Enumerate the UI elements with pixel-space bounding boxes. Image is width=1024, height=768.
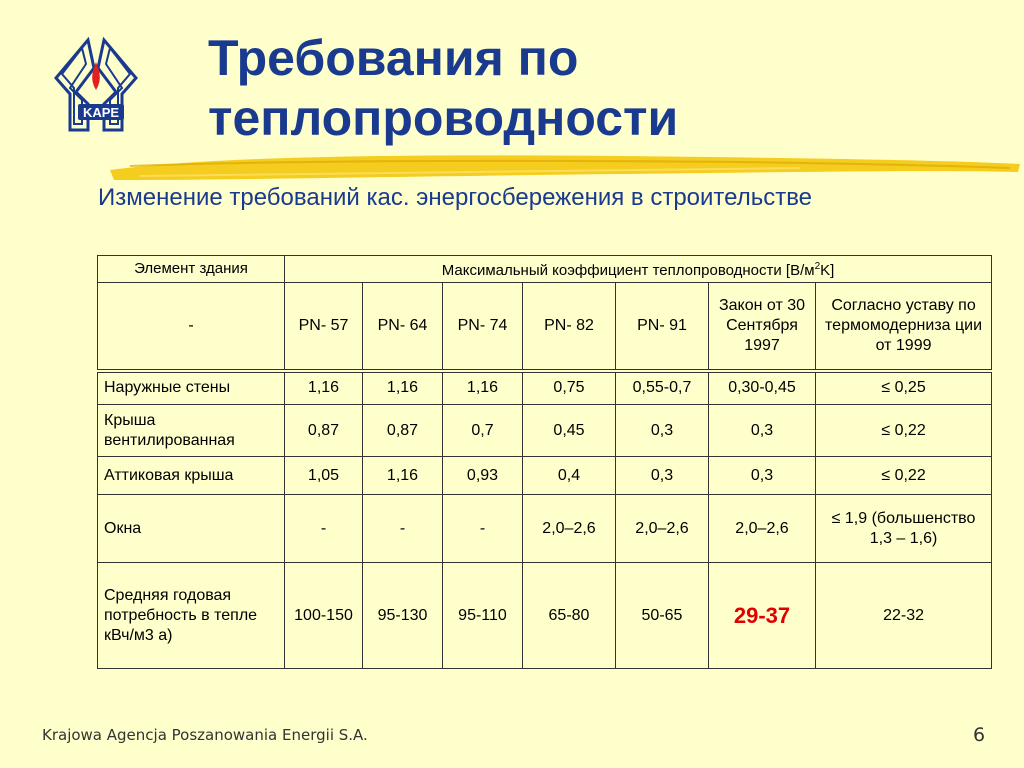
title-line-1: Требования по [208,30,579,86]
logo-text: KAPE [82,105,120,120]
subheader-cell: - [98,283,285,371]
table-cell: 0,3 [709,405,816,457]
table-cell: 0,3 [616,457,709,495]
requirements-table [97,255,992,669]
table-cell: 100-150 [285,563,363,669]
table-cell: 0,45 [523,405,616,457]
table-cell: 0,3 [616,405,709,457]
table-cell: 0,75 [523,371,616,405]
table-cell: 2,0–2,6 [709,495,816,563]
table-cell: 1,16 [443,371,523,405]
table-row [98,563,992,669]
table-cell: ≤ 0,22 [816,405,992,457]
kape-logo [48,34,144,142]
table-cell: 2,0–2,6 [616,495,709,563]
subheader-cell: PN- 91 [616,283,709,371]
header-row [98,256,992,283]
table-cell: 0,87 [285,405,363,457]
brush-underline [100,150,1024,186]
subheader-cell: Закон от 30 Сентября 1997 [709,283,816,371]
table-row [98,495,992,563]
table-row [98,405,992,457]
table-row [98,371,992,405]
table-cell: 65-80 [523,563,616,669]
table-cell: 0,87 [363,405,443,457]
table-cell: 0,30-0,45 [709,371,816,405]
table-cell: ≤ 0,25 [816,371,992,405]
table-cell: 0,55-0,7 [616,371,709,405]
subheader-cell: Согласно уставу по термомодерниза ции от 1999 [816,283,992,371]
table-cell: 1,16 [363,371,443,405]
row-label: Крыша вентилированная [98,405,285,457]
title-line-2: теплопроводности [208,90,679,146]
highlighted-cell: 29-37 [709,563,816,669]
subheader-cell: PN- 74 [443,283,523,371]
footer-organization: Krajowa Agencja Poszanowania Energii S.A. [42,726,368,744]
table-cell: 22-32 [816,563,992,669]
subheader-cell: PN- 64 [363,283,443,371]
subheader-row [98,283,992,371]
table-cell: 0,3 [709,457,816,495]
header-element: Элемент здания [98,256,285,283]
table-cell: 95-110 [443,563,523,669]
subtitle: Изменение требований кас. энергосбережения в строительстве [98,184,813,211]
page-number: 6 [973,724,986,746]
table-cell: 0,4 [523,457,616,495]
subheader-cell: PN- 82 [523,283,616,371]
table-cell: 1,05 [285,457,363,495]
table-cell: - [443,495,523,563]
table-cell: 1,16 [285,371,363,405]
header-coefficient: Максимальный коэффициент теплопроводности $[В/м^2K]$ [285,256,992,283]
table-cell: 0,93 [443,457,523,495]
table-cell: 95-130 [363,563,443,669]
table-cell: - [363,495,443,563]
table-cell: ≤ 1,9 (большенство 1,3 – 1,6) [816,495,992,563]
table-cell: - [285,495,363,563]
table-cell: 1,16 [363,457,443,495]
table-row [98,457,992,495]
row-label: Средняя годовая потребность в тепле кВч/м3 а) [98,563,285,669]
table-cell: 50-65 [616,563,709,669]
table-cell: 2,0–2,6 [523,495,616,563]
page-title [208,28,988,148]
row-label: Аттиковая крыша [98,457,285,495]
row-label: Окна [98,495,285,563]
table-cell: ≤ 0,22 [816,457,992,495]
table-cell: 0,7 [443,405,523,457]
subheader-cell: PN- 57 [285,283,363,371]
row-label: Наружные стены [98,371,285,405]
